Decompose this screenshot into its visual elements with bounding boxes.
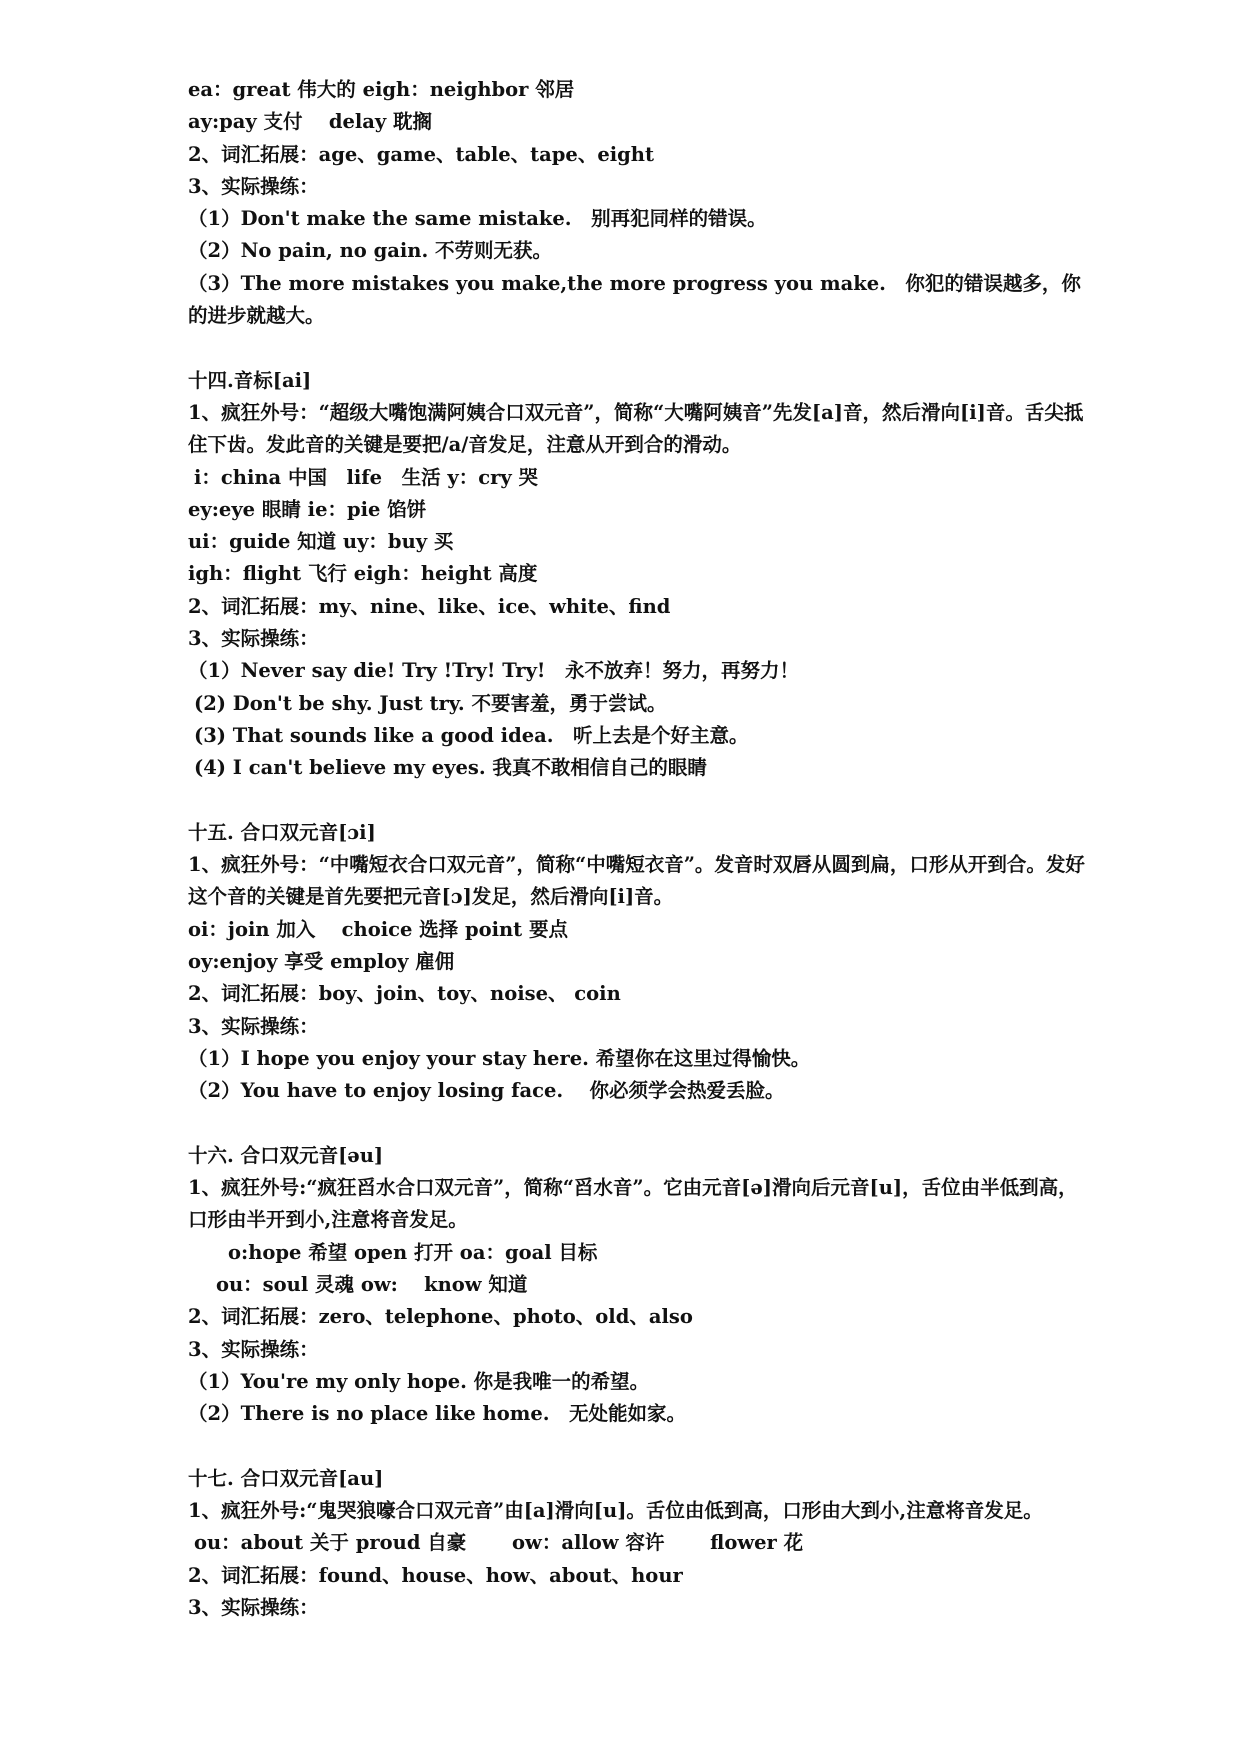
vocab-expansion: 2、词汇拓展：found、house、how、about、hour (188, 1563, 683, 1587)
section-title: 十六. 合口双元音[əu] (188, 1143, 384, 1167)
example-line: igh：flight 飞行 eigh：height 高度 (188, 562, 538, 586)
section-16 (188, 1140, 1088, 1431)
nickname-description: 1、疯狂外号:“鬼哭狼嚎合口双元音”由[a]滑向[u]。舌位由低到高，口形由大到小,注意将音发足。 (188, 1499, 1043, 1523)
section-title: 十七. 合口双元音[au] (188, 1466, 384, 1490)
practice-sentence: (3) That sounds like a good idea. 听上去是个好主意。 (194, 723, 749, 747)
practice-sentence: （3）The more mistakes you make,the more progress you make. 你犯的错误越多，你的进步就越大。 (188, 271, 1081, 328)
practice-sentence: （2）No pain, no gain. 不劳则无获。 (188, 239, 553, 263)
vocab-expansion: 2、词汇拓展：my、nine、like、ice、white、find (188, 594, 671, 618)
section-tail-ei (188, 74, 1088, 332)
vocab-expansion: 2、词汇拓展：boy、join、toy、noise、 coin (188, 982, 621, 1006)
practice-sentence: （2）You have to enjoy losing face. 你必须学会热爱丢脸。 (188, 1079, 785, 1103)
nickname-description: 1、疯狂外号：“中嘴短衣合口双元音”，简称“中嘴短衣音”。发音时双唇从圆到扁，口形从开到合。发好这个音的关键是首先要把元音[ɔ]发足，然后滑向[i]音。 (188, 853, 1085, 909)
example-line: oy:enjoy 享受 employ 雇佣 (188, 950, 455, 974)
practice-heading: 3、实际操练： (188, 174, 319, 198)
section-15 (188, 817, 1088, 1108)
practice-heading: 3、实际操练： (188, 1595, 319, 1619)
practice-sentence: （2）There is no place like home. 无处能如家。 (188, 1402, 687, 1426)
vocab-expansion: 2、词汇拓展：age、game、table、tape、eight (188, 142, 654, 166)
practice-sentence: （1）Never say die! Try !Try! Try! 永不放弃！努力，再努力！ (188, 659, 799, 683)
example-line: ou：soul 灵魂 ow: know 知道 (216, 1272, 528, 1296)
nickname-description: 1、疯狂外号:“疯狂舀水合口双元音”，简称“舀水音”。它由元音[ə]滑向后元音[u]，舌位由半低到高，口形由半开到小,注意将音发足。 (188, 1176, 1078, 1232)
example-line: i：china 中国 life 生活 y：cry 哭 (194, 465, 538, 489)
section-17 (188, 1463, 1088, 1624)
section-14 (188, 365, 1088, 785)
example-line: o:hope 希望 open 打开 oa：goal 目标 (228, 1240, 598, 1264)
document-page (188, 74, 1088, 1624)
nickname-description: 1、疯狂外号：“超级大嘴饱满阿姨合口双元音”，简称“大嘴阿姨音”先发[a]音，然后滑向[i]音。舌尖抵住下齿。发此音的关键是要把/a/音发足，注意从开到合的滑动。 (188, 400, 1084, 457)
practice-heading: 3、实际操练： (188, 1014, 319, 1038)
example-line: oi：join 加入 choice 选择 point 要点 (188, 917, 568, 941)
section-title: 十四.音标[ai] (188, 368, 312, 392)
example-line: ey:eye 眼睛 ie：pie 馅饼 (188, 497, 427, 521)
section-title: 十五. 合口双元音[ɔi] (188, 820, 376, 844)
example-line: ay:pay 支付 delay 耽搁 (188, 110, 433, 134)
example-line: ui：guide 知道 uy：buy 买 (188, 530, 454, 554)
practice-sentence: （1）I hope you enjoy your stay here. 希望你在这里过得愉快。 (188, 1046, 811, 1070)
vocab-expansion: 2、词汇拓展：zero、telephone、photo、old、also (188, 1305, 693, 1329)
example-line: ou：about 关于 proud 自豪 ow：allow 容许 flower 花 (194, 1531, 804, 1555)
practice-sentence: （1）Don't make the same mistake. 别再犯同样的错误。 (188, 207, 767, 231)
practice-heading: 3、实际操练： (188, 627, 319, 651)
practice-heading: 3、实际操练： (188, 1337, 319, 1361)
example-line: ea：great 伟大的 eigh：neighbor 邻居 (188, 78, 575, 101)
practice-sentence: (4) I can't believe my eyes. 我真不敢相信自己的眼睛 (194, 756, 707, 780)
practice-sentence: (2) Don't be shy. Just try. 不要害羞，勇于尝试。 (194, 691, 667, 715)
practice-sentence: （1）You're my only hope. 你是我唯一的希望。 (188, 1369, 650, 1393)
